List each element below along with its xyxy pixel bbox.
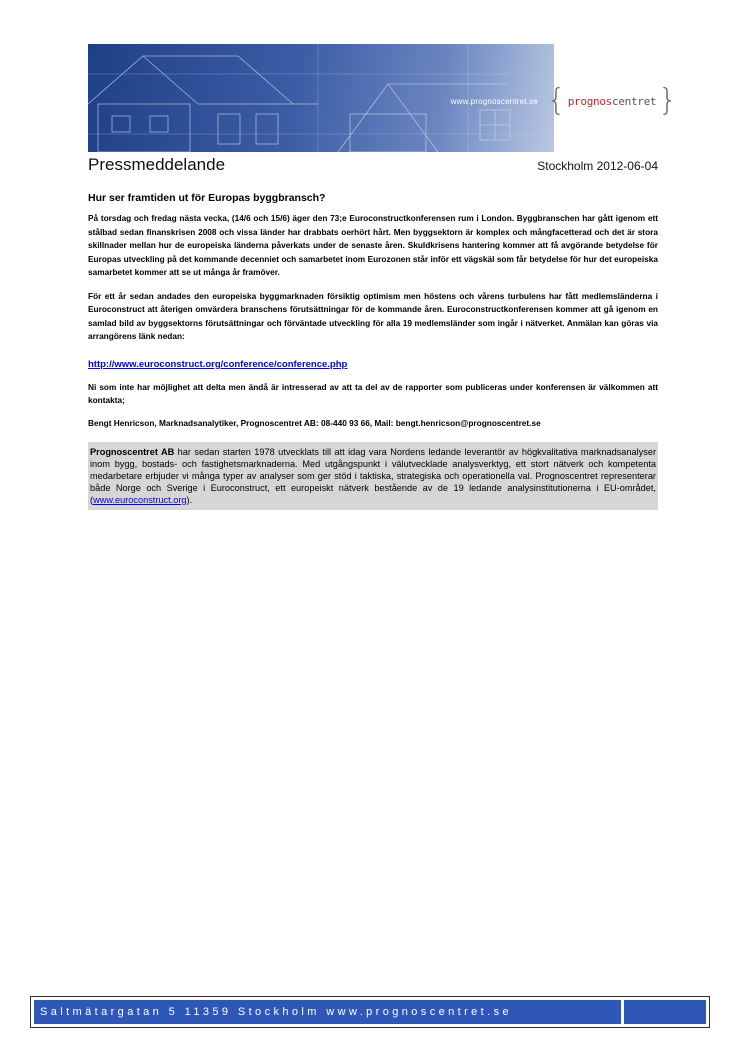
date-line: Stockholm 2012-06-04 bbox=[537, 159, 658, 173]
euroconstruct-link[interactable]: www.euroconstruct.org bbox=[93, 494, 187, 505]
heading-row bbox=[88, 155, 658, 177]
paragraph-1: På torsdag och fredag nästa vecka, (14/6 och 15/6) äger den 73;e Euroconstructkonferensen rum i London. Byggbranschen har gått igenom ett stålbad sedan finanskrisen 2008 och vissa länder har drabbats oerhört hårt. Men byggsektorn är komplex och mångfacetterad och det är stora skillnader mellan hur de europeiska länderna påverkats under de senaste åren. Skuldkrisens hantering kommer att få avgörande betydelse för Europas utveckling på det kommande decenniet och samarbetet inom Eurozonen står inför ett vägskäl som får betydelse för hur det europeiska samarbetet kommer att se ut många år framöver. bbox=[88, 213, 658, 277]
contact-line: Bengt Henricson, Marknadsanalytiker, Prognoscentret AB: 08-440 93 66, Mail: bengt.henricson@prognoscentret.se bbox=[88, 417, 541, 428]
about-company-name: Prognoscentret AB bbox=[90, 446, 175, 457]
header-banner bbox=[88, 44, 554, 152]
paragraph-2: För ett år sedan andades den europeiska byggmarknaden försiktig optimism men höstens och vårens turbulens har fått medlemsländerna i Euroconstruct att återigen omvärdera branschens förutsättningar för de kommande åren. Euroconstructkonferensen kommer att gå igenom en samlad bild av byggsektorns förutsättningar och förväntade utveckling för alla 19 medlemsländer som ingår i nätverket. Anmälan kan göras via arrangörens länk nedan: bbox=[88, 290, 658, 341]
footer-address: Saltmätargatan 5 11359 Stockholm www.prognoscentret.se bbox=[34, 1000, 621, 1024]
logo-brace-close: } bbox=[658, 83, 678, 118]
about-text: har sedan starten 1978 utvecklats till att idag vara Nordens ledande leverantör av högkvalitativa marknadsanalyser inom bygg, bostads- och fastighetsmarknaderna. Med utgångspunkt i välutvecklade analysverktyg, ett stort nätverk och kompetenta medarbetare erbjuder vi många typer av analyser som ger stöd i taktiska, strategiska och operationella val. Prognoscentret representerar både Norge och Sverige i Euroconstruct, ett europeiskt nätverk bestående av de 19 ledande analysinstitutionerna i EU-området, ( bbox=[90, 446, 656, 505]
about-company-box bbox=[88, 442, 658, 510]
press-release-body bbox=[88, 192, 658, 510]
logo-centret: centret bbox=[612, 94, 657, 108]
footer-box bbox=[624, 1000, 706, 1024]
logo-brace-open: { bbox=[546, 83, 566, 118]
about-tail: ). bbox=[186, 494, 193, 505]
company-logo bbox=[546, 82, 678, 120]
question-heading: Hur ser framtiden ut för Europas byggbransch? bbox=[88, 192, 326, 204]
conference-link[interactable]: http://www.euroconstruct.org/conference/conference.php bbox=[88, 358, 348, 370]
invite-paragraph: Ni som inte har möjlighet att delta men ändå är intresserad av att ta del av de rapporter som publiceras under konferensen är välkommen att kontakta; bbox=[88, 381, 658, 405]
banner-url: www.prognoscentret.se bbox=[450, 97, 538, 106]
footer bbox=[30, 996, 710, 1028]
logo-prognos: prognos bbox=[567, 94, 612, 108]
page-title: Pressmeddelande bbox=[88, 155, 226, 174]
